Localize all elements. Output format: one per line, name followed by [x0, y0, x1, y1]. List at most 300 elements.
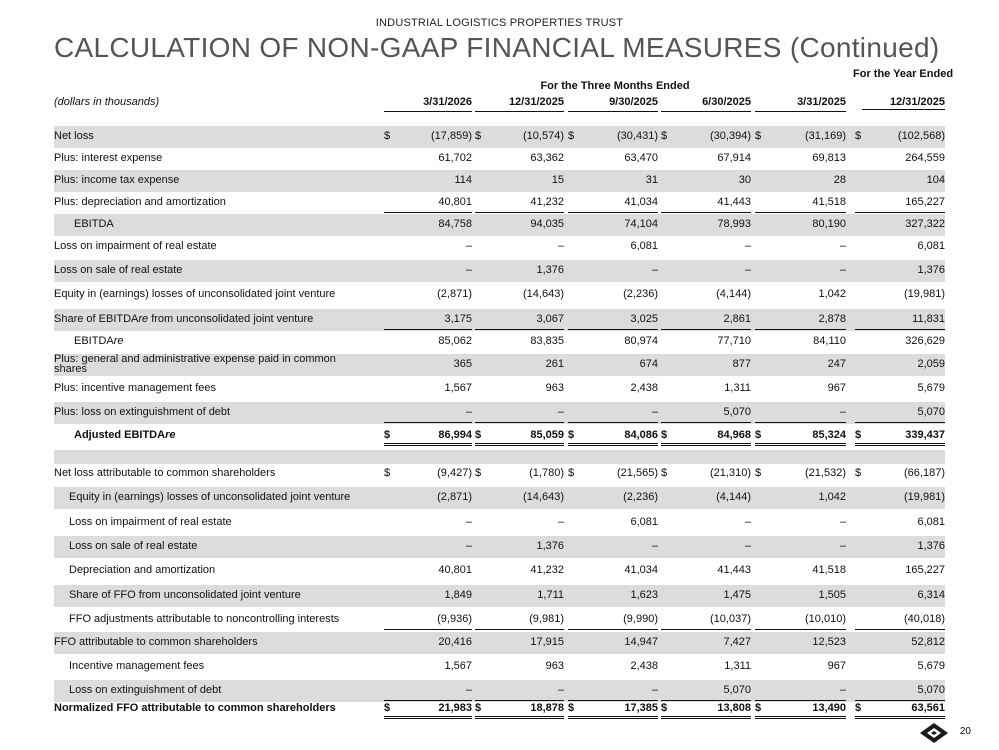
- table-cell: [661, 126, 751, 148]
- cell-value: 674: [639, 358, 658, 370]
- dollar-sign: $: [384, 702, 391, 714]
- cell-value: 31: [645, 174, 658, 186]
- table-row: [54, 378, 945, 400]
- column-header-4: 6/30/2025: [661, 96, 751, 112]
- cell-value: 41,034: [624, 196, 658, 208]
- table-cell: [384, 126, 472, 148]
- table-cell: [568, 425, 658, 446]
- table-cell: [855, 236, 945, 258]
- cell-value: 261: [545, 358, 564, 370]
- cell-value: 2,059: [917, 358, 945, 370]
- table-cell: [855, 425, 945, 446]
- table-cell: [855, 463, 945, 485]
- cell-value: 14,947: [624, 636, 658, 648]
- cell-value: 1,623: [630, 589, 658, 601]
- page-title: CALCULATION OF NON-GAAP FINANCIAL MEASURES (Continued): [54, 32, 940, 63]
- table-cell: [661, 378, 751, 400]
- table-row: [54, 560, 945, 582]
- cell-value: 83,835: [530, 335, 564, 347]
- table-cell: [384, 260, 472, 282]
- table-cell: [568, 698, 658, 719]
- table-cell: [384, 463, 472, 485]
- table-cell: [661, 260, 751, 282]
- table-cell: [384, 309, 472, 330]
- table-cell: [384, 560, 472, 582]
- column-header-5: 3/31/2025: [755, 96, 846, 112]
- table-cell: [855, 148, 945, 170]
- cell-value: 1,376: [917, 540, 945, 552]
- table-cell: [855, 656, 945, 678]
- row-label: Equity in (earnings) losses of unconsolidated joint venture: [69, 491, 351, 503]
- cell-value: 80,974: [624, 335, 658, 347]
- cell-value: 2,861: [723, 313, 751, 325]
- table-cell: [755, 632, 846, 654]
- table-cell: [384, 698, 472, 719]
- row-label: Loss on sale of real estate: [69, 540, 198, 552]
- cell-value: –: [465, 406, 472, 418]
- dollar-sign: $: [855, 429, 862, 441]
- cell-value: (10,010): [805, 613, 846, 625]
- cell-value: 5,070: [723, 684, 751, 696]
- table-cell: [855, 170, 945, 192]
- column-header-1: 3/31/2026: [384, 96, 472, 112]
- cell-value: 1,311: [724, 382, 751, 394]
- table-cell: [475, 425, 564, 446]
- table-cell: [568, 463, 658, 485]
- table-cell: [755, 402, 846, 423]
- table-cell: [661, 425, 751, 446]
- table-cell: [384, 656, 472, 678]
- cell-value: (31,169): [805, 130, 846, 142]
- cell-value: 13,490: [812, 702, 846, 714]
- table-cell: [475, 585, 564, 607]
- table-cell: [855, 560, 945, 582]
- cell-value: 326,629: [905, 335, 945, 347]
- table-cell: [475, 609, 564, 630]
- row-label: Depreciation and amortization: [69, 564, 216, 576]
- table-cell: [755, 192, 846, 213]
- table-row: [54, 260, 945, 282]
- cell-value: 85,062: [438, 335, 472, 347]
- cell-value: 6,081: [630, 240, 658, 252]
- cell-value: –: [465, 264, 472, 276]
- cell-value: 2,438: [630, 382, 658, 394]
- row-label: Incentive management fees: [69, 660, 205, 672]
- cell-value: –: [465, 516, 472, 528]
- column-header-6: 12/31/2025: [855, 96, 945, 111]
- dollar-sign: $: [661, 702, 668, 714]
- cell-value: 12,523: [812, 636, 846, 648]
- row-label: Equity in (earnings) losses of unconsolidated joint venture: [54, 288, 336, 300]
- cell-value: 6,081: [917, 240, 945, 252]
- table-cell: [661, 560, 751, 582]
- table-cell: [661, 463, 751, 485]
- cell-value: (9,990): [623, 613, 658, 625]
- cell-value: 165,227: [905, 564, 945, 576]
- cell-value: 1,376: [536, 540, 564, 552]
- row-label: Plus: general and administrative expense paid in common shares: [54, 353, 336, 375]
- table-cell: [475, 560, 564, 582]
- table-cell: [755, 560, 846, 582]
- table-row: [54, 170, 945, 192]
- cell-value: 967: [827, 382, 846, 394]
- table-cell: [661, 214, 751, 236]
- row-label: Plus: depreciation and amortization: [54, 196, 226, 208]
- cell-value: (14,643): [523, 288, 564, 300]
- table-cell: [755, 214, 846, 236]
- cell-value: –: [651, 540, 658, 552]
- table-cell: [661, 236, 751, 258]
- cell-value: 114: [454, 174, 472, 186]
- table-cell: [755, 585, 846, 607]
- table-cell: [568, 632, 658, 654]
- table-cell: [855, 632, 945, 654]
- cell-value: (21,532): [805, 467, 846, 479]
- cell-value: (19,981): [904, 288, 945, 300]
- company-name: INDUSTRIAL LOGISTICS PROPERTIES TRUST: [375, 17, 624, 29]
- table-cell: [384, 609, 472, 630]
- cell-value: 63,561: [911, 702, 945, 714]
- row-label: Loss on impairment of real estate: [54, 240, 217, 252]
- cell-value: –: [744, 264, 751, 276]
- table-row: [54, 656, 945, 678]
- cell-value: 41,232: [530, 196, 564, 208]
- cell-value: 77,710: [717, 335, 751, 347]
- table-cell: [475, 214, 564, 236]
- row-label: Net loss: [54, 130, 94, 142]
- dollar-sign: $: [755, 467, 762, 479]
- table-cell: [568, 512, 658, 534]
- table-cell: [661, 309, 751, 330]
- table-cell: [384, 402, 472, 423]
- table-cell: [855, 536, 945, 558]
- cell-value: (2,871): [437, 288, 472, 300]
- cell-value: 3,025: [630, 313, 658, 325]
- cell-value: 1,567: [444, 660, 472, 672]
- table-cell: [755, 536, 846, 558]
- table-cell: [855, 192, 945, 213]
- cell-value: (10,037): [710, 613, 751, 625]
- cell-value: 41,034: [624, 564, 658, 576]
- cell-value: 7,427: [723, 636, 751, 648]
- cell-value: 61,702: [438, 152, 472, 164]
- table-cell: [384, 354, 472, 376]
- table-cell: [661, 512, 751, 534]
- cell-value: 74,104: [624, 218, 658, 230]
- cell-value: (14,643): [523, 491, 564, 503]
- table-cell: [568, 331, 658, 353]
- year-group-header: For the Year Ended: [853, 68, 954, 80]
- cell-value: 1,711: [537, 589, 564, 601]
- table-row: [54, 512, 945, 534]
- cell-value: 85,324: [812, 429, 846, 441]
- table-cell: [475, 632, 564, 654]
- cell-value: 1,567: [444, 382, 472, 394]
- cell-value: 20,416: [438, 636, 472, 648]
- table-cell: [755, 656, 846, 678]
- table-cell: [568, 402, 658, 423]
- cell-value: 63,362: [530, 152, 564, 164]
- cell-value: –: [839, 684, 846, 696]
- table-row: [54, 585, 945, 607]
- dollar-sign: $: [855, 702, 862, 714]
- table-cell: [755, 698, 846, 719]
- table-cell: [475, 148, 564, 170]
- dollar-sign: $: [475, 702, 482, 714]
- table-cell: [384, 425, 472, 446]
- cell-value: (9,427): [437, 467, 472, 479]
- cell-value: 1,505: [818, 589, 846, 601]
- column-header-3: 9/30/2025: [568, 96, 658, 112]
- row-label: Plus: interest expense: [54, 152, 163, 164]
- table-cell: [661, 148, 751, 170]
- table-cell: [755, 487, 846, 509]
- cell-value: –: [557, 406, 564, 418]
- row-label: Plus: loss on extinguishment of debt: [54, 406, 231, 418]
- cell-value: 41,443: [717, 196, 751, 208]
- row-label: Normalized FFO attributable to common shareholders: [54, 702, 336, 714]
- table-cell: [568, 260, 658, 282]
- table-cell: [384, 170, 472, 192]
- page-number: 20: [959, 726, 971, 737]
- table-cell: [855, 214, 945, 236]
- cell-value: 6,081: [630, 516, 658, 528]
- table-cell: [384, 284, 472, 306]
- cell-value: –: [651, 684, 658, 696]
- row-label: FFO adjustments attributable to noncontrolling interests: [69, 613, 340, 625]
- dollar-sign: $: [568, 130, 575, 142]
- table-cell: [475, 402, 564, 423]
- cell-value: 69,813: [812, 152, 846, 164]
- table-cell: [855, 698, 945, 719]
- table-row: [54, 148, 945, 170]
- cell-value: –: [744, 540, 751, 552]
- table-cell: [855, 309, 945, 330]
- table-cell: [661, 170, 751, 192]
- table-cell: [568, 656, 658, 678]
- table-cell: [661, 487, 751, 509]
- cell-value: 11,831: [912, 313, 945, 325]
- cell-value: (4,144): [716, 288, 751, 300]
- row-label: Share of EBITDAre from unconsolidated joint venture: [54, 313, 314, 325]
- table-cell: [384, 632, 472, 654]
- cell-value: 327,322: [905, 218, 945, 230]
- table-cell: [384, 331, 472, 353]
- table-cell: [855, 609, 945, 630]
- cell-value: 1,376: [536, 264, 564, 276]
- cell-value: 5,679: [917, 382, 945, 394]
- cell-value: 30: [738, 174, 751, 186]
- cell-value: (2,236): [623, 288, 658, 300]
- cell-value: 40,801: [438, 564, 472, 576]
- cell-value: 85,059: [530, 429, 564, 441]
- cell-value: (19,981): [904, 491, 945, 503]
- cell-value: (66,187): [904, 467, 945, 479]
- cell-value: 17,385: [624, 702, 658, 714]
- cell-value: 877: [732, 358, 751, 370]
- table-cell: [855, 331, 945, 353]
- cell-value: 104: [926, 174, 945, 186]
- table-cell: [755, 260, 846, 282]
- dollar-sign: $: [475, 130, 482, 142]
- cell-value: (17,859): [431, 130, 472, 142]
- table-cell: [661, 402, 751, 423]
- table-cell: [855, 126, 945, 148]
- cell-value: –: [839, 240, 846, 252]
- cell-value: (4,144): [716, 491, 751, 503]
- table-row: [54, 698, 945, 720]
- cell-value: –: [839, 406, 846, 418]
- table-cell: [568, 192, 658, 213]
- cell-value: (102,568): [897, 130, 945, 142]
- table-cell: [755, 378, 846, 400]
- cell-value: 84,110: [813, 335, 846, 347]
- cell-value: 17,915: [530, 636, 564, 648]
- cell-value: 1,042: [818, 288, 846, 300]
- table-cell: [568, 536, 658, 558]
- row-label: Loss on sale of real estate: [54, 264, 183, 276]
- cell-value: –: [651, 264, 658, 276]
- row-label: Share of FFO from unconsolidated joint venture: [69, 589, 301, 601]
- cell-value: 339,437: [905, 429, 945, 441]
- cell-value: (2,871): [437, 491, 472, 503]
- cell-value: 28: [833, 174, 846, 186]
- table-cell: [855, 284, 945, 306]
- cell-value: (21,310): [710, 467, 751, 479]
- table-cell: [384, 148, 472, 170]
- company-logo-icon: [919, 722, 949, 744]
- table-row: [54, 632, 945, 654]
- cell-value: 5,070: [917, 684, 945, 696]
- table-row: [54, 309, 945, 331]
- cell-value: 84,968: [717, 429, 751, 441]
- table-cell: [475, 236, 564, 258]
- table-cell: [475, 656, 564, 678]
- table-cell: [661, 585, 751, 607]
- row-label: Loss on impairment of real estate: [69, 516, 232, 528]
- cell-value: (40,018): [904, 613, 945, 625]
- table-cell: [755, 284, 846, 306]
- table-cell: [384, 214, 472, 236]
- table-cell: [755, 463, 846, 485]
- table-cell: [475, 463, 564, 485]
- dollar-sign: $: [568, 702, 575, 714]
- cell-value: –: [465, 540, 472, 552]
- table-cell: [755, 148, 846, 170]
- table-row: [54, 331, 945, 353]
- table-cell: [568, 487, 658, 509]
- table-cell: [475, 698, 564, 719]
- table-cell: [384, 536, 472, 558]
- row-label: Loss on extinguishment of debt: [69, 684, 222, 696]
- table-cell: [755, 309, 846, 330]
- table-cell: [855, 402, 945, 423]
- cell-value: –: [839, 516, 846, 528]
- table-cell: [661, 331, 751, 353]
- cell-value: 41,232: [530, 564, 564, 576]
- table-cell: [475, 284, 564, 306]
- cell-value: 40,801: [438, 196, 472, 208]
- table-cell: [568, 148, 658, 170]
- cell-value: 963: [545, 660, 564, 672]
- table-cell: [855, 260, 945, 282]
- table-cell: [384, 378, 472, 400]
- table-cell: [661, 609, 751, 630]
- cell-value: 63,470: [624, 152, 658, 164]
- table-row: [54, 463, 945, 485]
- table-cell: [475, 354, 564, 376]
- table-cell: [384, 585, 472, 607]
- cell-value: 86,994: [438, 429, 472, 441]
- table-cell: [475, 331, 564, 353]
- table-cell: [568, 309, 658, 330]
- cell-value: 41,443: [717, 564, 751, 576]
- cell-value: (30,431): [617, 130, 658, 142]
- table-cell: [475, 378, 564, 400]
- cell-value: 5,070: [723, 406, 751, 418]
- dollar-sign: $: [384, 130, 391, 142]
- table-cell: [855, 585, 945, 607]
- row-label: Adjusted EBITDAre: [74, 429, 176, 441]
- cell-value: –: [839, 264, 846, 276]
- table-row: [54, 487, 945, 509]
- table-cell: [661, 536, 751, 558]
- cell-value: 1,475: [723, 589, 751, 601]
- table-row: [54, 402, 945, 424]
- table-cell: [384, 487, 472, 509]
- cell-value: 365: [453, 358, 472, 370]
- table-cell: [661, 284, 751, 306]
- cell-value: (30,394): [710, 130, 751, 142]
- cell-value: –: [465, 684, 472, 696]
- dollar-sign: $: [855, 467, 862, 479]
- cell-value: (1,780): [529, 467, 564, 479]
- cell-value: (9,936): [437, 613, 472, 625]
- dollar-sign: $: [568, 467, 575, 479]
- table-cell: [475, 126, 564, 148]
- row-label: Plus: income tax expense: [54, 174, 180, 186]
- cell-value: –: [465, 240, 472, 252]
- cell-value: –: [839, 540, 846, 552]
- table-cell: [475, 309, 564, 330]
- cell-value: 18,878: [530, 702, 564, 714]
- table-cell: [568, 284, 658, 306]
- table-cell: [475, 512, 564, 534]
- table-cell: [755, 170, 846, 192]
- column-header-2: 12/31/2025: [475, 96, 564, 112]
- cell-value: 963: [545, 382, 564, 394]
- table-cell: [568, 236, 658, 258]
- table-cell: [661, 632, 751, 654]
- cell-value: 67,914: [717, 152, 751, 164]
- cell-value: –: [557, 240, 564, 252]
- table-cell: [568, 214, 658, 236]
- table-cell: [384, 192, 472, 213]
- cell-value: 165,227: [905, 196, 945, 208]
- table-cell: [755, 425, 846, 446]
- table-cell: [475, 192, 564, 213]
- dollar-sign: $: [568, 429, 575, 441]
- dollar-sign: $: [475, 429, 482, 441]
- table-cell: [755, 609, 846, 630]
- dollar-sign: $: [661, 467, 668, 479]
- dollar-sign: $: [755, 130, 762, 142]
- dollar-sign: $: [661, 429, 668, 441]
- cell-value: 967: [827, 660, 846, 672]
- cell-value: 84,086: [624, 429, 658, 441]
- dollar-sign: $: [661, 130, 668, 142]
- table-cell: [661, 354, 751, 376]
